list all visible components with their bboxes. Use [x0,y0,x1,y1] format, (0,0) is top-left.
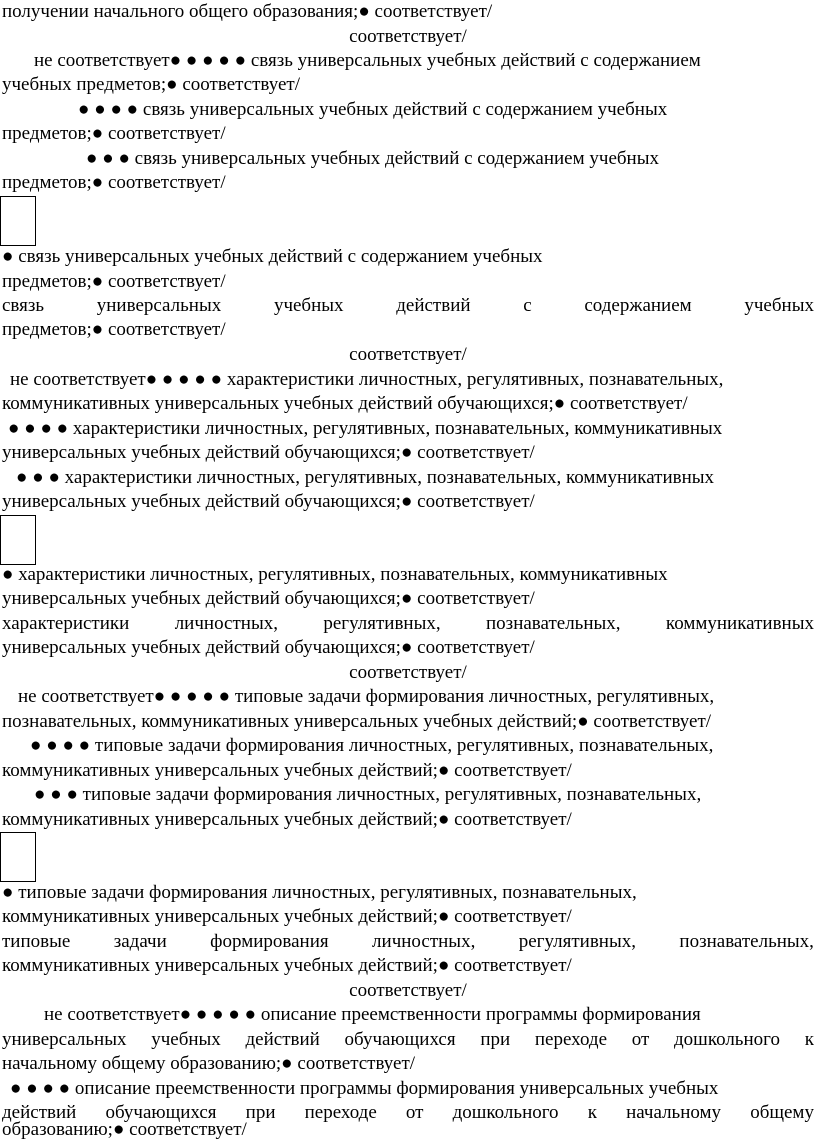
text-line: коммуникативных универсальных учебных действий обучающихся;● соответствует/ [2,393,688,414]
word: начальному [626,1102,722,1123]
text-line: ● ● ● ● описание преемственности программы формирования универсальных учебных [10,1078,719,1099]
text-line: соответствует/ [349,26,467,47]
text-line: не соответствует● ● ● ● ● типовые задачи формирования личностных, регулятивных, [18,686,715,707]
justified-line [2,294,814,318]
empty-checkbox[interactable] [0,515,36,565]
word: при [480,1029,511,1050]
word: характеристики [2,613,130,634]
word: дошкольного [674,1029,780,1050]
text-line: универсальных учебных действий обучающихся;● соответствует/ [2,637,535,658]
word: задачи [113,931,167,952]
text-line: универсальных учебных действий обучающихся;● соответствует/ [2,442,535,463]
word: формирования [210,931,329,952]
word: учебных [273,295,344,316]
text-line: соответствует/ [349,980,467,1001]
empty-checkbox[interactable] [0,832,36,882]
word: действий [396,295,471,316]
text-line: предметов;● соответствует/ [2,172,226,193]
word: универсальных [2,1029,127,1050]
text-line: коммуникативных универсальных учебных действий;● соответствует/ [2,809,572,830]
text-line: образованию;● соответствует/ [2,1119,247,1140]
word: коммуникативных [665,613,814,634]
word: типовые [2,931,71,952]
text-line: не соответствует● ● ● ● ● характеристики личностных, регулятивных, познавательных, [10,369,724,390]
text-line: начальному общему образованию;● соответствует/ [2,1053,416,1074]
text-line: ● связь универсальных учебных действий с содержанием учебных [2,246,543,267]
word: действий [245,1029,320,1050]
text-line: коммуникативных универсальных учебных действий;● соответствует/ [2,955,572,976]
text-line: универсальных учебных действий обучающихся;● соответствует/ [2,491,535,512]
word: регулятивных, [518,931,636,952]
text-line: ● ● ● типовые задачи формирования личностных, регулятивных, познавательных, [34,784,702,805]
word: обучающихся [344,1029,456,1050]
text-line: предметов;● соответствует/ [2,123,226,144]
text-line: коммуникативных универсальных учебных действий;● соответствует/ [2,760,572,781]
text-line: ● ● ● ● типовые задачи формирования личностных, регулятивных, познавательных, [30,735,714,756]
justified-line [2,1028,814,1052]
word: познавательных, [486,613,621,634]
text-line: предметов;● соответствует/ [2,271,226,292]
word: при [245,1102,276,1123]
word: действий [2,1102,77,1123]
word: учебных [151,1029,221,1050]
justified-line [2,612,814,636]
word: личностных, [174,613,278,634]
word: переходе [534,1029,608,1050]
text-line: коммуникативных универсальных учебных действий;● соответствует/ [2,906,572,927]
word: регулятивных, [323,613,441,634]
word: личностных, [372,931,476,952]
word: дошкольного [452,1102,559,1123]
empty-checkbox[interactable] [0,196,36,246]
word: познавательных, [679,931,814,952]
text-line: учебных предметов;● соответствует/ [2,74,300,95]
text-line: ● ● ● связь универсальных учебных действий с содержанием учебных [86,148,659,169]
word: с [523,295,532,316]
word: к [804,1029,814,1050]
text-line: ● ● ● характеристики личностных, регулятивных, познавательных, коммуникативных [16,467,715,488]
text-line: предметов;● соответствует/ [2,319,226,340]
text-line: не соответствует● ● ● ● ● связь универсальных учебных действий с содержанием [34,50,701,71]
word: связь [2,295,45,316]
word: универсальных [96,295,222,316]
text-line: познавательных, коммуникативных универсальных учебных действий;● соответствует/ [2,711,712,732]
text-line: соответствует/ [349,344,467,365]
text-line: получении начального общего образования;● соответствует/ [2,1,493,22]
text-line: ● типовые задачи формирования личностных, регулятивных, познавательных, [2,882,637,903]
text-line: не соответствует● ● ● ● ● описание преемственности программы формирования [44,1004,701,1025]
word: обучающихся [105,1102,217,1123]
text-line: ● ● ● ● характеристики личностных, регулятивных, познавательных, коммуникативных [8,418,723,439]
word: учебных [744,295,814,316]
word: переходе [304,1102,377,1123]
word: от [631,1029,650,1050]
justified-line [2,930,814,954]
text-line: универсальных учебных действий обучающихся;● соответствует/ [2,588,535,609]
word: от [405,1102,424,1123]
word: содержанием [584,295,692,316]
word: общему [750,1102,814,1123]
text-line: ● ● ● ● связь универсальных учебных действий с содержанием учебных [78,99,668,120]
word: к [587,1102,597,1123]
text-line: ● характеристики личностных, регулятивных, познавательных, коммуникативных [2,564,668,585]
text-line: соответствует/ [349,662,467,683]
